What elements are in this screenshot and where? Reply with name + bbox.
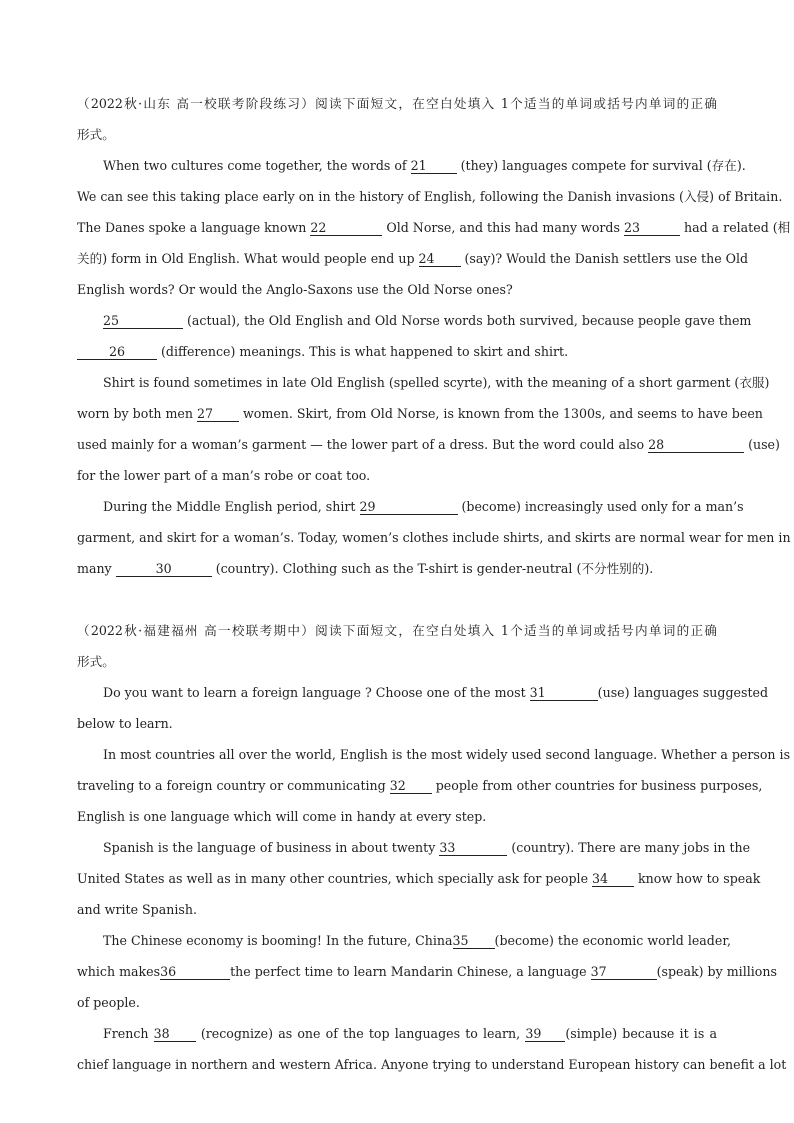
section-header: （2022秋·山东 高一校联考阶段练习）阅读下面短文，在空白处填入 1个适当的单词或括号内单词的正确 — [77, 96, 717, 111]
answer-blank[interactable]: 39 — [525, 1027, 565, 1042]
answer-blank[interactable]: 24 — [419, 252, 461, 267]
passage-line: In most countries all over the world, English is the most widely used second language. Whether a person is — [103, 747, 791, 762]
passage-line: many 30 (country). Clothing such as the T-shirt is gender-neutral (不分性别的). — [77, 561, 654, 576]
passage-line: When two cultures come together, the words of 21 (they) languages compete for survival (存在). — [103, 158, 746, 173]
answer-blank[interactable]: 37 — [591, 965, 657, 980]
answer-blank[interactable]: 29 — [360, 500, 458, 515]
answer-blank[interactable]: 26 — [77, 345, 157, 360]
passage-line: and write Spanish. — [77, 902, 197, 917]
answer-blank[interactable]: 25 — [103, 314, 183, 329]
answer-blank[interactable]: 36 — [160, 965, 230, 980]
answer-blank[interactable]: 35 — [453, 934, 495, 949]
passage-line: garment, and skirt for a woman’s. Today, women’s clothes include shirts, and skirts are normal wear for men in — [77, 530, 791, 545]
passage-line: French 38 (recognize) as one of the top languages to learn, 39 (simple) because it is a — [103, 1026, 717, 1041]
answer-blank[interactable]: 38 — [154, 1027, 196, 1042]
passage-line: We can see this taking place early on in the history of English, following the Danish invasions (入侵) of Britain. — [77, 189, 783, 204]
passage-line: English is one language which will come in handy at every step. — [77, 809, 487, 824]
answer-blank[interactable]: 21 — [411, 159, 457, 174]
passage-line: During the Middle English period, shirt 29 (become) increasingly used only for a man’s — [103, 499, 744, 514]
passage-line: The Danes spoke a language known 22 Old Norse, and this had many words 23 had a related (相 — [77, 220, 791, 235]
passage-line: Do you want to learn a foreign language ? Choose one of the most 31 (use) languages suggested — [103, 685, 769, 700]
answer-blank[interactable]: 22 — [310, 221, 382, 236]
answer-blank[interactable]: 23 — [624, 221, 680, 236]
section-header: （2022秋·福建福州 高一校联考期中）阅读下面短文，在空白处填入 1个适当的单词或括号内单词的正确 — [77, 623, 717, 638]
passage-line: United States as well as in many other countries, which specially ask for people 34 know how to speak — [77, 871, 761, 886]
passage-line: for the lower part of a man’s robe or coat too. — [77, 468, 371, 483]
passage-line: Spanish is the language of business in about twenty 33 (country). There are many jobs in the — [103, 840, 751, 855]
passage-line: below to learn. — [77, 716, 173, 731]
passage-line: The Chinese economy is booming! In the future, China35 (become) the economic world leader, — [103, 933, 731, 948]
answer-blank[interactable]: 30 — [116, 562, 212, 577]
passage-line: 26 (difference) meanings. This is what happened to skirt and shirt. — [77, 344, 717, 360]
passage-line: 25 (actual), the Old English and Old Norse words both survived, because people gave them — [103, 313, 752, 328]
passage-line: worn by both men 27 women. Skirt, from Old Norse, is known from the 1300s, and seems to have been — [77, 406, 763, 421]
answer-blank[interactable]: 28 — [648, 438, 744, 453]
passage-line: chief language in northern and western Africa. Anyone trying to understand European history can benefit a lot — [77, 1057, 787, 1072]
answer-blank[interactable]: 33 — [439, 841, 507, 856]
passage-line: English words? Or would the Anglo-Saxons use the Old Norse ones? — [77, 282, 513, 297]
passage-line: used mainly for a woman’s garment — the lower part of a dress. But the word could also 28 (use) — [77, 437, 780, 452]
answer-blank[interactable]: 32 — [390, 779, 432, 794]
section-header-cont: 形式。 — [77, 654, 115, 669]
answer-blank[interactable]: 34 — [592, 872, 634, 887]
passage-line: 关的) form in Old English. What would people end up 24 (say)? Would the Danish settlers use the Old — [77, 251, 749, 266]
passage-line: which makes36 the perfect time to learn Mandarin Chinese, a language 37 (speak) by millions — [77, 964, 777, 979]
passage-line: traveling to a foreign country or communicating 32 people from other countries for business purposes, — [77, 778, 763, 793]
answer-blank[interactable]: 31 — [530, 686, 598, 701]
passage-line: of people. — [77, 995, 140, 1010]
section-header-cont: 形式。 — [77, 127, 115, 142]
answer-blank[interactable]: 27 — [197, 407, 239, 422]
passage-line: Shirt is found sometimes in late Old English (spelled scyrte), with the meaning of a short garment (衣服) — [103, 375, 770, 390]
